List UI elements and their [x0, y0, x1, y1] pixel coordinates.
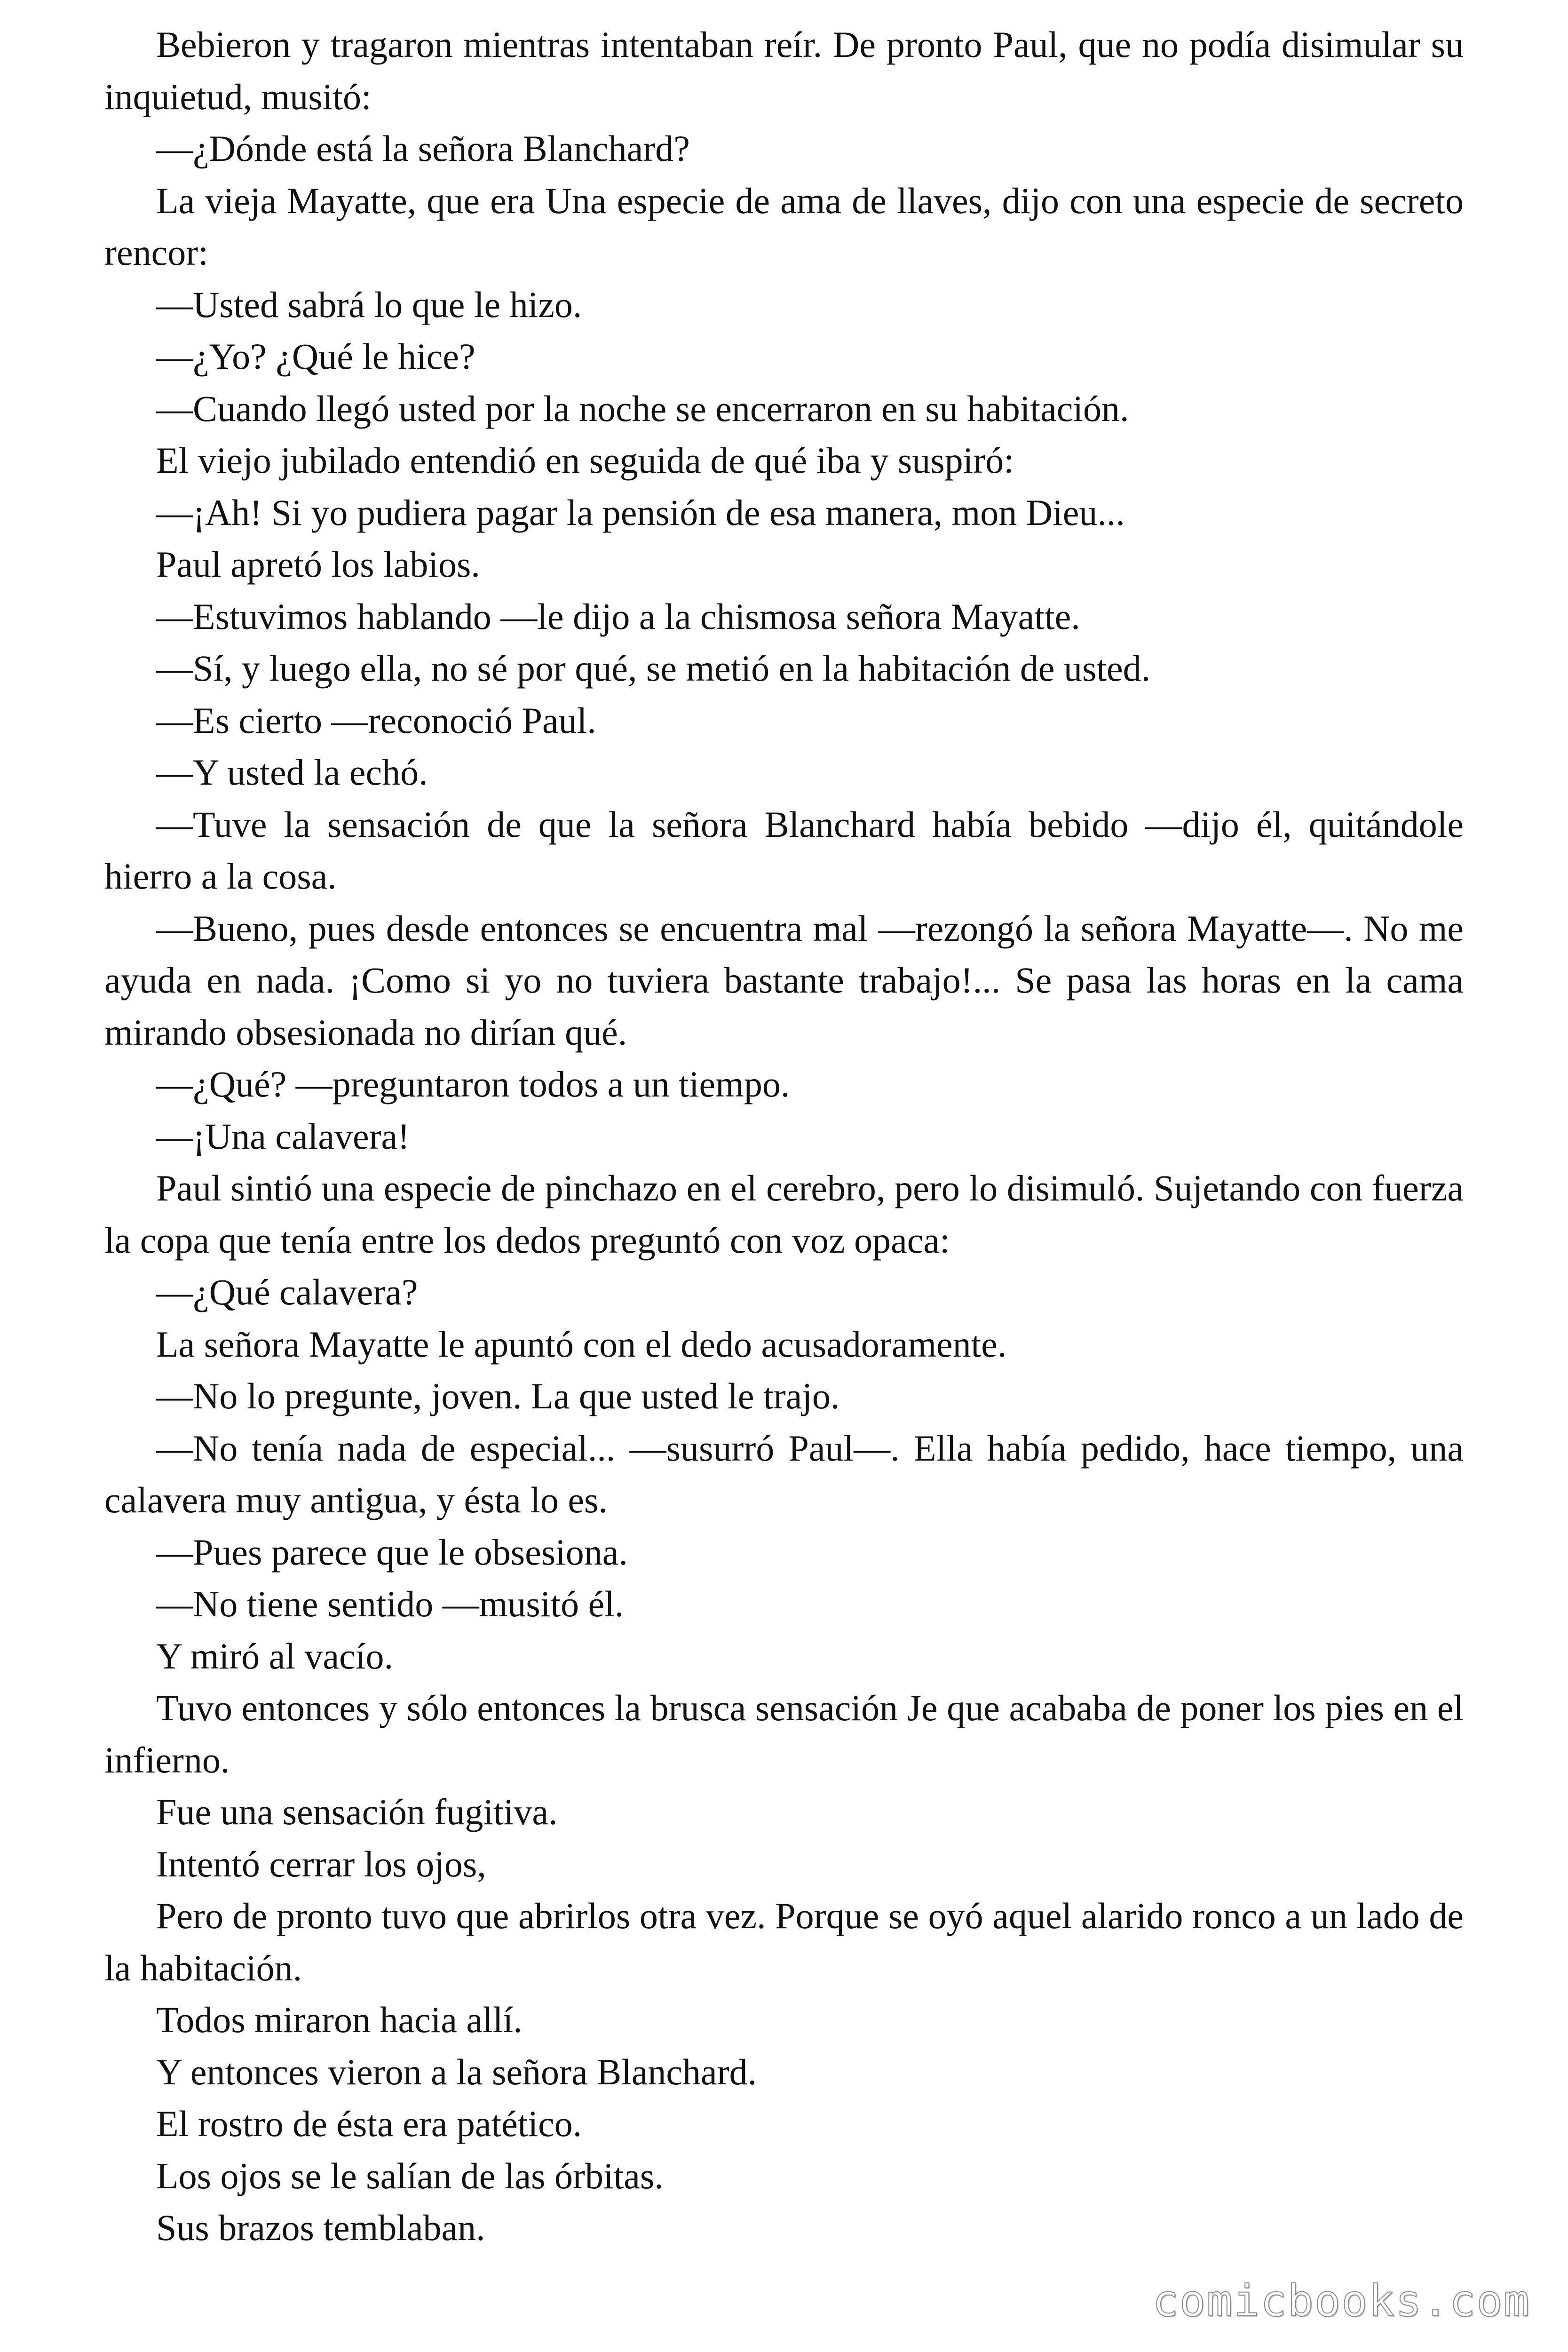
paragraph: El rostro de ésta era patético. — [156, 2103, 582, 2144]
paragraph: Tuvo entonces y sólo entonces la brusca sensación Je que acababa de poner los pies en el infierno. — [104, 1687, 1464, 1780]
paragraph: —¿Qué? —preguntaron todos a un tiempo. — [156, 1064, 790, 1104]
paragraph: —Tuve la sensación de que la señora Blanchard había bebido —dijo él, quitándole hierro a la cosa. — [104, 803, 1464, 897]
paragraph: —Cuando llegó usted por la noche se encerraron en su habitación. — [156, 388, 1129, 429]
paragraph: Paul sintió una especie de pinchazo en el cerebro, pero lo disimuló. Sujetando con fuerza la copa que tenía entre los dedos preguntó con voz opaca: — [104, 1168, 1464, 1261]
paragraph: Bebieron y tragaron mientras intentaban reír. De pronto Paul, que no podía disimular su inquietud, musitó: — [104, 24, 1464, 117]
paragraph: Intentó cerrar los ojos, — [156, 1843, 486, 1884]
paragraph: Y entonces vieron a la señora Blanchard. — [156, 2051, 757, 2092]
paragraph: Los ojos se le salían de las órbitas. — [156, 2155, 664, 2196]
paragraph: —No lo pregunte, joven. La que usted le trajo. — [156, 1375, 840, 1416]
paragraph: La señora Mayatte le apuntó con el dedo acusadoramente. — [156, 1323, 1007, 1365]
paragraph: —¡Una calavera! — [156, 1115, 410, 1157]
paragraph: —No tenía nada de especial... —susurró Paul—. Ella había pedido, hace tiempo, una calavera muy antigua, y ésta lo es. — [104, 1427, 1464, 1520]
paragraph: —Estuvimos hablando —le dijo a la chismosa señora Mayatte. — [156, 596, 1080, 637]
paragraph: —¿Yo? ¿Qué le hice? — [156, 336, 475, 377]
paragraph: El viejo jubilado entendió en seguida de qué iba y suspiró: — [156, 440, 1014, 481]
paragraph: Y miró al vacío. — [156, 1635, 393, 1677]
paragraph: —No tiene sentido —musitó él. — [156, 1583, 624, 1624]
paragraph: —Sí, y luego ella, no sé por qué, se metió en la habitación de usted. — [156, 648, 1151, 689]
book-page — [104, 19, 1464, 2254]
watermark-text: comicbooks.com — [1152, 2276, 1530, 2326]
paragraph: Todos miraron hacia allí. — [156, 1999, 523, 2040]
paragraph: Fue una sensación fugitiva. — [156, 1791, 558, 1832]
paragraph: —Usted sabrá lo que le hizo. — [156, 284, 582, 325]
paragraph: Paul apretó los labios. — [156, 544, 480, 585]
paragraph: Sus brazos temblaban. — [156, 2207, 485, 2248]
paragraph: —Pues parece que le obsesiona. — [156, 1531, 628, 1573]
paragraph: —Bueno, pues desde entonces se encuentra mal —rezongó la señora Mayatte—. No me ayuda en nada. ¡Como si yo no tuviera bastante trabajo!... Se pasa las horas en la cama mirando obsesionada no dirían qué. — [104, 907, 1464, 1053]
paragraph: —Es cierto —reconoció Paul. — [156, 699, 596, 741]
paragraph: —Y usted la echó. — [156, 752, 428, 793]
paragraph: Pero de pronto tuvo que abrirlos otra vez. Porque se oyó aquel alarido ronco a un lado de la habitación. — [104, 1895, 1464, 1988]
paragraph: —¿Dónde está la señora Blanchard? — [156, 128, 690, 169]
paragraph: —¡Ah! Si yo pudiera pagar la pensión de esa manera, mon Dieu... — [156, 492, 1125, 533]
paragraph: La vieja Mayatte, que era Una especie de ama de llaves, dijo con una especie de secreto rencor: — [104, 180, 1464, 273]
paragraph: —¿Qué calavera? — [156, 1271, 418, 1312]
